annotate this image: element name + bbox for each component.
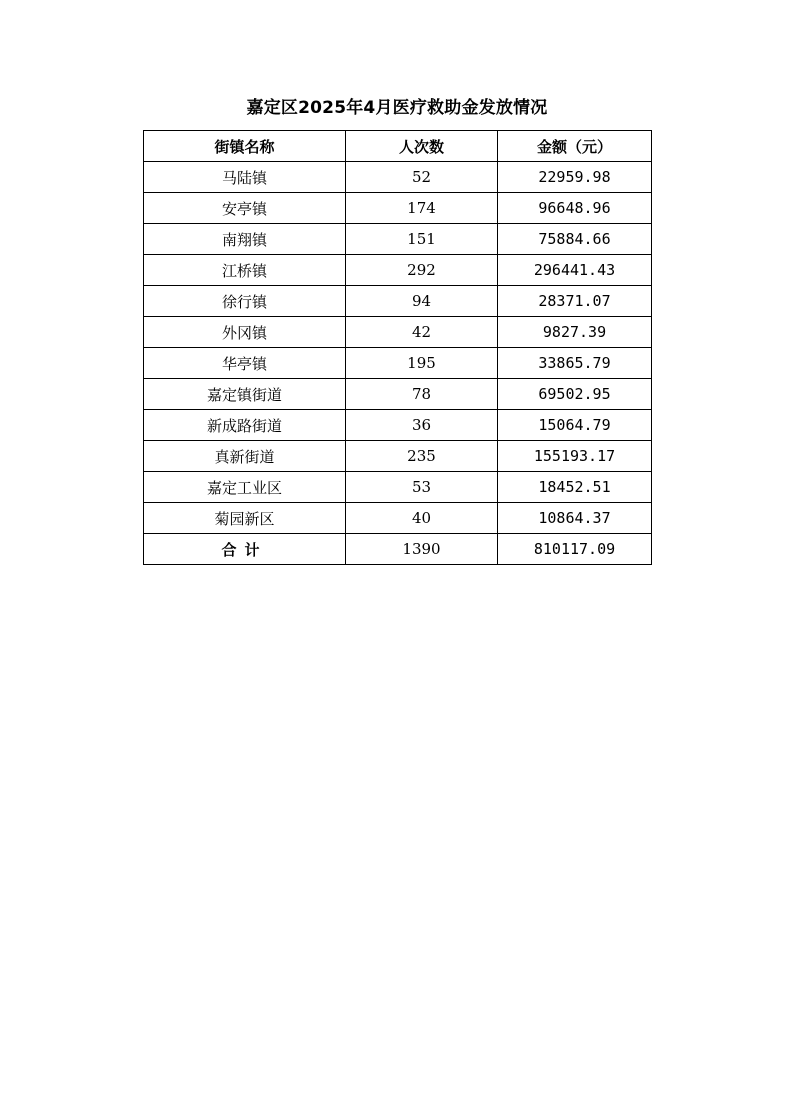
total-count-cell: 1390 [346,534,498,565]
table-row [144,410,652,441]
table-row [144,503,652,534]
town-name-cell: 马陆镇 [144,162,346,193]
total-label-cell: 合计 [144,534,346,565]
town-name-cell: 华亭镇 [144,348,346,379]
table-row [144,379,652,410]
amount-cell: 96648.96 [498,193,652,224]
count-cell: 151 [346,224,498,255]
count-cell: 235 [346,441,498,472]
count-cell: 40 [346,503,498,534]
table-row [144,286,652,317]
town-name-cell: 真新街道 [144,441,346,472]
amount-cell: 296441.43 [498,255,652,286]
count-cell: 53 [346,472,498,503]
column-header-town: 街镇名称 [144,131,346,162]
page-title: 嘉定区2025年4月医疗救助金发放情况 [246,98,548,118]
count-cell: 42 [346,317,498,348]
count-cell: 174 [346,193,498,224]
amount-cell: 10864.37 [498,503,652,534]
amount-cell: 69502.95 [498,379,652,410]
total-amount-cell: 810117.09 [498,534,652,565]
table-row [144,348,652,379]
total-row [144,534,652,565]
town-name-cell: 外冈镇 [144,317,346,348]
count-cell: 195 [346,348,498,379]
table-row [144,441,652,472]
town-name-cell: 嘉定镇街道 [144,379,346,410]
amount-cell: 15064.79 [498,410,652,441]
table-row [144,224,652,255]
table-row [144,472,652,503]
town-name-cell: 菊园新区 [144,503,346,534]
amount-cell: 155193.17 [498,441,652,472]
table-row [144,255,652,286]
amount-cell: 9827.39 [498,317,652,348]
amount-cell: 28371.07 [498,286,652,317]
count-cell: 94 [346,286,498,317]
amount-cell: 18452.51 [498,472,652,503]
table-row [144,193,652,224]
column-header-amount: 金额（元） [498,131,652,162]
column-header-count: 人次数 [346,131,498,162]
amount-cell: 75884.66 [498,224,652,255]
town-name-cell: 江桥镇 [144,255,346,286]
count-cell: 78 [346,379,498,410]
town-name-cell: 南翔镇 [144,224,346,255]
town-name-cell: 安亭镇 [144,193,346,224]
table-row [144,162,652,193]
amount-cell: 33865.79 [498,348,652,379]
town-name-cell: 徐行镇 [144,286,346,317]
town-name-cell: 嘉定工业区 [144,472,346,503]
relief-fund-table [143,130,652,565]
count-cell: 36 [346,410,498,441]
count-cell: 52 [346,162,498,193]
amount-cell: 22959.98 [498,162,652,193]
count-cell: 292 [346,255,498,286]
table-row [144,317,652,348]
table-header-row [144,131,652,162]
town-name-cell: 新成路街道 [144,410,346,441]
